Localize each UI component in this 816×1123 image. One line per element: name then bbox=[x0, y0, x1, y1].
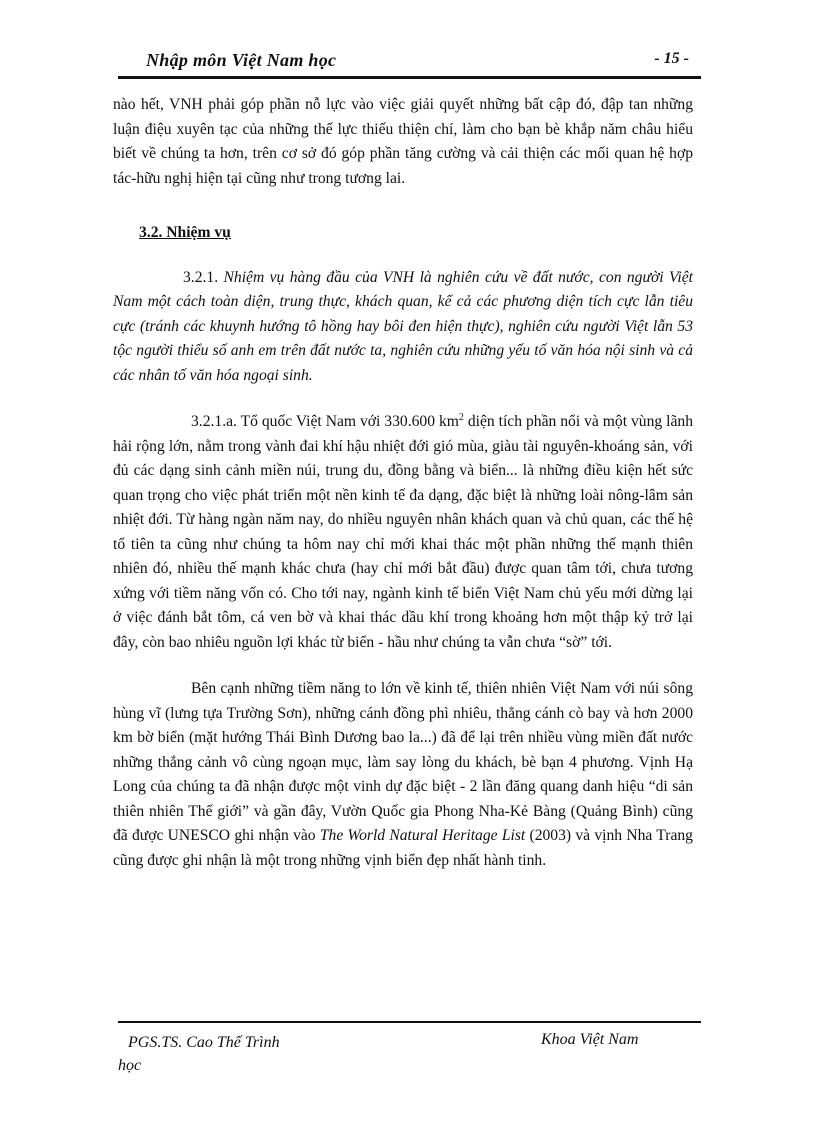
para4-part-a: Bên cạnh những tiềm năng to lớn về kinh tế, thiên nhiên Việt Nam với núi sông hùng vĩ (lưng tựa Trường Sơn), những cánh đồng phì nhiêu, thẳng cánh cò bay và hơn 2000 km bờ biển (mặt hướng Thái Bình Dương bao la...) đã để lại trên nhiều vùng miền đất nước những thắng cảnh vô cùng ngoạn mục, làm say lòng du khách, bè bạn 4 phương. Vịnh Hạ Long của chúng ta đã nhận được một vinh dự đặc biệt - 2 lần đăng quang danh hiệu “di sản thiên nhiên Thế giới” và gần đây, Vườn Quốc gia Phong Nha-Kẻ Bàng (Quảng Bình) cũng đã được UNESCO ghi nhận vào bbox=[113, 680, 693, 844]
page-body bbox=[113, 93, 693, 873]
page-header bbox=[118, 50, 701, 74]
paragraph-3-2-1-a bbox=[113, 410, 693, 655]
para4-italic-title: The World Natural Heritage List bbox=[319, 827, 526, 844]
para3-lead: 3.2.1.a. Tổ quốc Việt Nam với 330.600 km bbox=[191, 413, 459, 430]
section-heading: 3.2. Nhiệm vụ bbox=[139, 224, 231, 241]
footer-rule bbox=[118, 1021, 701, 1023]
footer-author-line2: học bbox=[118, 1057, 142, 1074]
header-rule bbox=[118, 76, 701, 79]
header-title: Nhập môn Việt Nam học bbox=[146, 50, 337, 70]
para4-part-b: (2003) và vịnh Nha Trang cũng được ghi nhận là một trong những vịnh biển đẹp nhất hành tinh. bbox=[113, 827, 693, 869]
page-number: - 15 - bbox=[654, 50, 689, 67]
paragraph-subsection-3-2-1 bbox=[113, 266, 693, 389]
footer-department: Khoa Việt Nam bbox=[541, 1031, 639, 1048]
subsection-text: Nhiệm vụ hàng đầu của VNH là nghiên cứu về đất nước, con người Việt Nam một cách toàn diện, trung thực, khách quan, kể cả các phương diện tích cực lẫn tiêu cực (tránh các khuynh hướng tô hồng hay bôi đen hiện thực), nghiên cứu người Việt lẫn 53 tộc người thiểu số anh em trên đất nước ta, nghiên cứu những yếu tố văn hóa nội sinh và cả các nhân tố văn hóa ngoại sinh. bbox=[113, 268, 693, 384]
paragraph-continuation: nào hết, VNH phải góp phần nỗ lực vào việc giải quyết những bất cập đó, đập tan những luận điệu xuyên tạc của những thế lực thiếu thiện chí, làm cho bạn bè khắp năm châu hiểu biết về chúng ta hơn, trên cơ sở đó góp phần tăng cường và cải thiện các mối quan hệ hợp tác-hữu nghị hiện tại cũng như trong tương lai. bbox=[113, 96, 693, 187]
superscript-2: 2 bbox=[458, 411, 464, 423]
footer-author-line1: PGS.TS. Cao Thế Trình bbox=[128, 1034, 280, 1051]
paragraph-natural-heritage bbox=[113, 677, 693, 873]
subsection-number: 3.2.1. bbox=[183, 268, 219, 286]
footer-author bbox=[118, 1031, 280, 1077]
para3-rest: diện tích phần nổi và một vùng lãnh hải rộng lớn, nằm trong vành đai khí hậu nhiệt đới gió mùa, giàu tài nguyên-khoáng sản, với đủ các dạng sinh cảnh miền núi, trung du, đồng bằng và biển... là những điều kiện hết sức quan trọng cho việc phát triển một nền kinh tế đa dạng, đặc biệt là những loài nông-lâm sản nhiệt đới. Từ hàng ngàn năm nay, do nhiều nguyên nhân khách quan và chủ quan, các thế hệ tổ tiên ta cũng như chúng ta hôm nay chỉ mới khai thác một phần những thế mạnh thiên nhiên đó, nhiều thế mạnh khác chưa (hay chỉ mới bắt đầu) được quan tâm tới, chưa tương xứng với tiềm năng vốn có. Cho tới nay, ngành kinh tế biển Việt Nam chủ yếu mới dừng lại ở việc đánh bắt tôm, cá ven bờ và khai thác dầu khí trong khoảng hơn một thập kỷ trở lại đây, còn bao nhiêu nguồn lợi khác từ biển - hầu như chúng ta vẫn chưa “sờ” tới. bbox=[113, 413, 694, 651]
